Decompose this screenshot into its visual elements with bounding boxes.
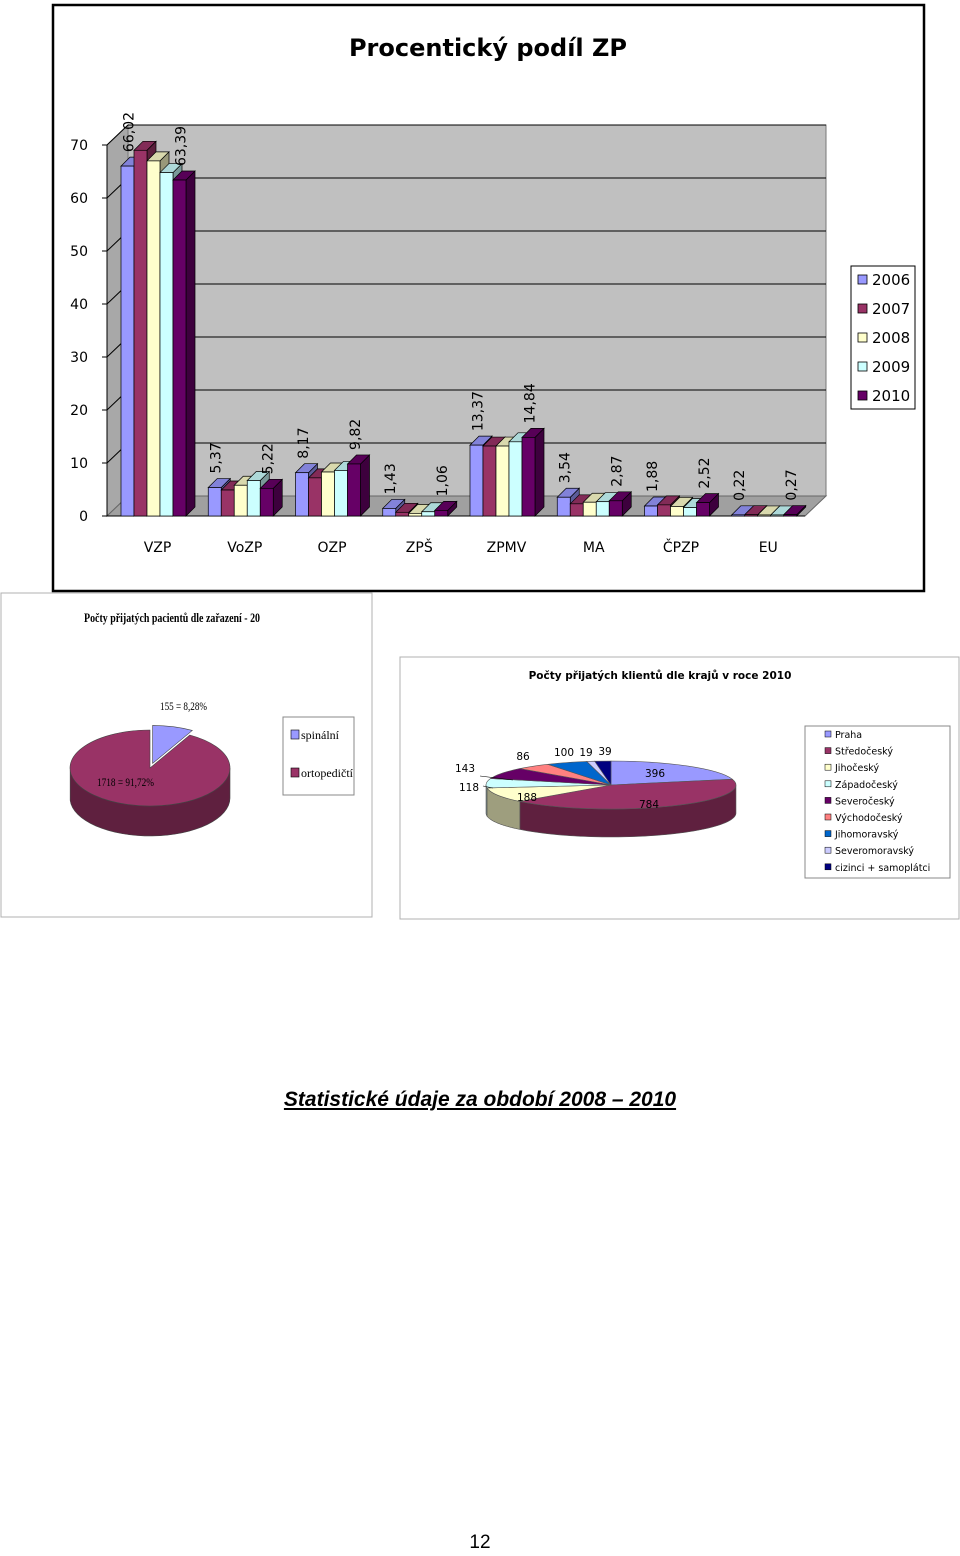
x-tick-label-OZP: OZP bbox=[317, 540, 347, 556]
x-tick-label-ZPMV: ZPMV bbox=[486, 540, 527, 556]
legend-label-Severočeský: Severočeský bbox=[835, 796, 895, 808]
legend-swatch-Severočeský bbox=[825, 797, 831, 803]
slice-label-Východočeský: 86 bbox=[516, 751, 530, 763]
legend-swatch-Východočeský bbox=[825, 814, 831, 820]
legend-swatch-Praha bbox=[825, 731, 831, 737]
data-label: 1,88 bbox=[645, 460, 661, 493]
legend-label-Východočeský: Východočeský bbox=[835, 813, 903, 824]
x-tick-label-MA: MA bbox=[582, 540, 605, 556]
legend-swatch-Jihočeský bbox=[825, 764, 831, 770]
legend-label-ortopedičtí: ortopedičtí bbox=[301, 766, 353, 780]
page-caption: Statistické údaje za období 2008 – 2010 bbox=[283, 1088, 677, 1111]
data-label: 0,22 bbox=[732, 469, 749, 501]
slice-label-Severočeský: 143 bbox=[454, 763, 476, 775]
slice-label-Severomoravský: 19 bbox=[579, 747, 593, 759]
y-tick-label: 10 bbox=[70, 456, 88, 472]
data-label: 3,54 bbox=[557, 452, 574, 484]
y-tick-label: 50 bbox=[70, 244, 88, 260]
x-tick-label-VZP: VZP bbox=[143, 540, 172, 556]
slice-label-Jihomoravský: 100 bbox=[553, 747, 575, 759]
data-label: 2,87 bbox=[609, 455, 626, 487]
chart-title: Procentický podíl ZP bbox=[348, 34, 628, 62]
legend-label-Praha: Praha bbox=[835, 730, 863, 741]
legend-label-Jihočeský: Jihočeský bbox=[835, 763, 880, 775]
legend-label-spinální: spinální bbox=[301, 728, 339, 742]
legend-label-Jihomoravský: Jihomoravský bbox=[835, 829, 899, 841]
legend-label-2007: 2007 bbox=[872, 300, 911, 318]
data-label: 0,27 bbox=[784, 469, 801, 501]
chart-title: Počty přijatých klientů dle krajů v roce 2010 bbox=[528, 670, 792, 682]
data-label: 5,22 bbox=[260, 443, 277, 475]
slice-label-Západočeský: 118 bbox=[458, 782, 480, 794]
data-label: 1,43 bbox=[383, 463, 400, 495]
y-tick-label: 70 bbox=[70, 138, 88, 154]
x-tick-label-ZPŠ: ZPŠ bbox=[405, 540, 433, 556]
legend-label-2008: 2008 bbox=[872, 329, 911, 347]
x-tick-label-ČPZP: ČPZP bbox=[662, 540, 700, 556]
y-tick-label: 30 bbox=[70, 350, 88, 366]
y-tick-label: 0 bbox=[79, 509, 88, 525]
legend-swatch-Středočeský bbox=[825, 748, 831, 754]
legend-swatch-cizinci + samoplátci bbox=[825, 864, 831, 870]
data-label: 14,84 bbox=[522, 383, 539, 424]
slice-label-spinalni: 155 = 8,28% bbox=[160, 699, 208, 713]
data-label: 5,37 bbox=[208, 442, 225, 474]
x-tick-label-VoZP: VoZP bbox=[227, 540, 263, 556]
slice-label-Středočeský: 784 bbox=[638, 799, 660, 811]
y-tick-label: 40 bbox=[70, 297, 88, 313]
legend-label-Západočeský: Západočeský bbox=[835, 779, 898, 791]
y-tick-label: 60 bbox=[70, 191, 88, 207]
slice-label-Jihočeský: 188 bbox=[516, 792, 538, 804]
legend-label-2010: 2010 bbox=[872, 387, 911, 405]
y-tick-label: 20 bbox=[70, 403, 88, 419]
legend-label-2006: 2006 bbox=[872, 271, 911, 289]
data-label: 63,39 bbox=[173, 125, 190, 167]
data-label: 13,37 bbox=[470, 391, 487, 432]
legend-label-Středočeský: Středočeský bbox=[835, 746, 893, 758]
x-tick-label-EU: EU bbox=[758, 540, 778, 556]
slice-label-cizinci + samoplátci: 39 bbox=[598, 746, 612, 758]
slice-label-Praha: 396 bbox=[644, 768, 666, 780]
data-label: 9,82 bbox=[348, 418, 364, 450]
data-label: 1,06 bbox=[435, 465, 452, 497]
chart-title: Počty přijatých pacientů dle zařazení - 20 bbox=[84, 610, 260, 625]
legend-label-Severomoravský: Severomoravský bbox=[835, 846, 915, 858]
pie-slice-side-Západočeský bbox=[486, 785, 487, 816]
legend-label-2009: 2009 bbox=[872, 358, 911, 376]
data-label: 8,17 bbox=[296, 427, 312, 459]
slice-label-ortopedicti: 1718 = 91,72% bbox=[97, 775, 155, 789]
page-number: 12 bbox=[469, 1532, 491, 1553]
legend-label-cizinci + samoplátci: cizinci + samoplátci bbox=[835, 862, 931, 874]
data-label: 2,52 bbox=[697, 457, 713, 489]
legend-swatch-Severomoravský bbox=[825, 847, 831, 853]
data-label: 66,02 bbox=[121, 112, 138, 153]
legend-swatch-Západočeský bbox=[825, 781, 831, 787]
legend-swatch-Jihomoravský bbox=[825, 831, 831, 837]
